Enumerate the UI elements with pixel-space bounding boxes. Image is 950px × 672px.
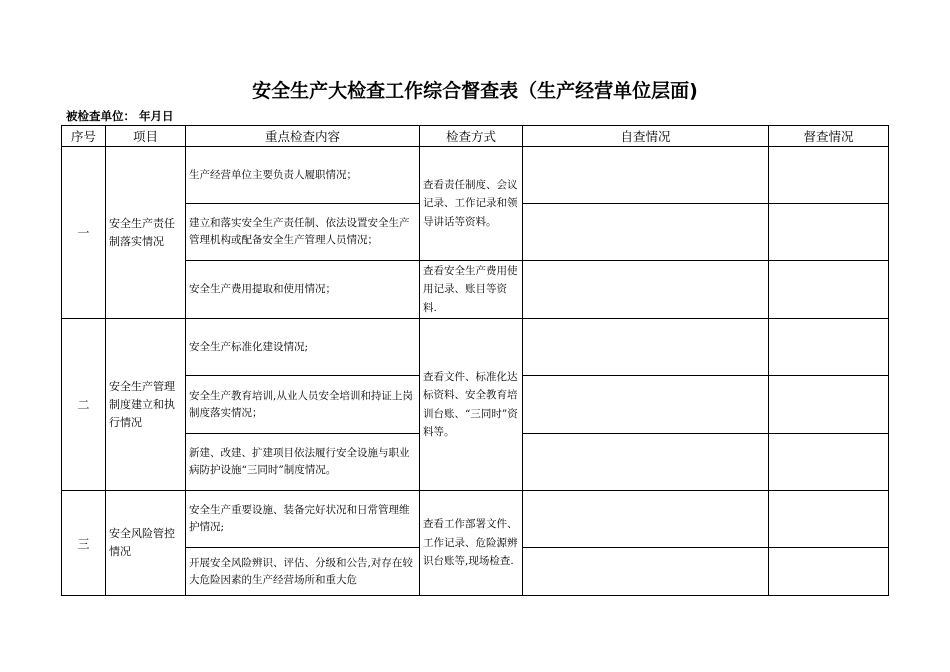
supervision-cell[interactable] [769,376,889,434]
self-check-cell[interactable] [523,376,769,434]
section-item: 安全风险管控情况 [106,491,186,596]
check-method: 查看责任制度、会议记录、工作记录和领导讲话等资料。 [420,147,523,261]
section-seq: 二 [62,319,106,491]
self-check-cell[interactable] [523,491,769,548]
check-content: 建立和落实安全生产责任制、依法设置安全生产管理机构或配备安全生产管理人员情况； [186,204,420,261]
table-row [62,261,889,319]
supervision-cell[interactable] [769,434,889,491]
supervision-cell[interactable] [769,319,889,376]
check-content: 生产经营单位主要负责人履职情况； [186,147,420,204]
self-check-cell[interactable] [523,261,769,319]
check-content: 安全生产重要设施、装备完好状况和日常管理维护情况; [186,491,420,548]
supervision-cell[interactable] [769,204,889,261]
check-content: 安全生产标准化建设情况; [186,319,420,376]
header-item: 项目 [106,126,186,147]
header-content: 重点检查内容 [186,126,420,147]
inspected-unit-line: 被检查单位： 年月日 [66,109,174,123]
header-method: 检查方式 [420,126,523,147]
check-content: 安全生产费用提取和使用情况； [186,261,420,319]
table-row [62,319,889,376]
supervision-cell[interactable] [769,491,889,548]
self-check-cell[interactable] [523,147,769,204]
header-supervision: 督查情况 [769,126,889,147]
self-check-cell[interactable] [523,204,769,261]
form-title: 安全生产大检查工作综合督查表（生产经营单位层面) [252,80,698,102]
section-item: 安全生产管理制度建立和执行情况 [106,319,186,491]
header-row [62,126,889,147]
section-seq: 一 [62,147,106,319]
supervision-cell[interactable] [769,147,889,204]
self-check-cell[interactable] [523,319,769,376]
supervision-cell[interactable] [769,261,889,319]
table-row [62,147,889,204]
check-content: 安全生产教育培训,从业人员安全培训和持证上岗制度落实情况； [186,376,420,434]
check-method: 查看文件、标准化达标资料、安全教育培训台账、“三同时”资料等。 [420,319,523,491]
section-item: 安全生产责任制落实情况 [106,147,186,319]
header-seq: 序号 [62,126,106,147]
check-content: 开展安全风险辨识、评估、分级和公告,对存在较大危险因素的生产经营场所和重大危 [186,548,420,596]
self-check-cell[interactable] [523,548,769,596]
supervision-cell[interactable] [769,548,889,596]
table-row [62,491,889,548]
check-method: 查看工作部署文件、工作记录、危险源辨识台账等,现场检查. [420,491,523,596]
section-seq: 三 [62,491,106,596]
check-method: 查看安全生产费用使用记录、账目等资料. [420,261,523,319]
inspection-table [61,125,889,596]
self-check-cell[interactable] [523,434,769,491]
header-self-check: 自查情况 [523,126,769,147]
check-content: 新建、改建、扩建项目依法履行安全设施与职业病防护设施“三同时”制度情况。 [186,434,420,491]
